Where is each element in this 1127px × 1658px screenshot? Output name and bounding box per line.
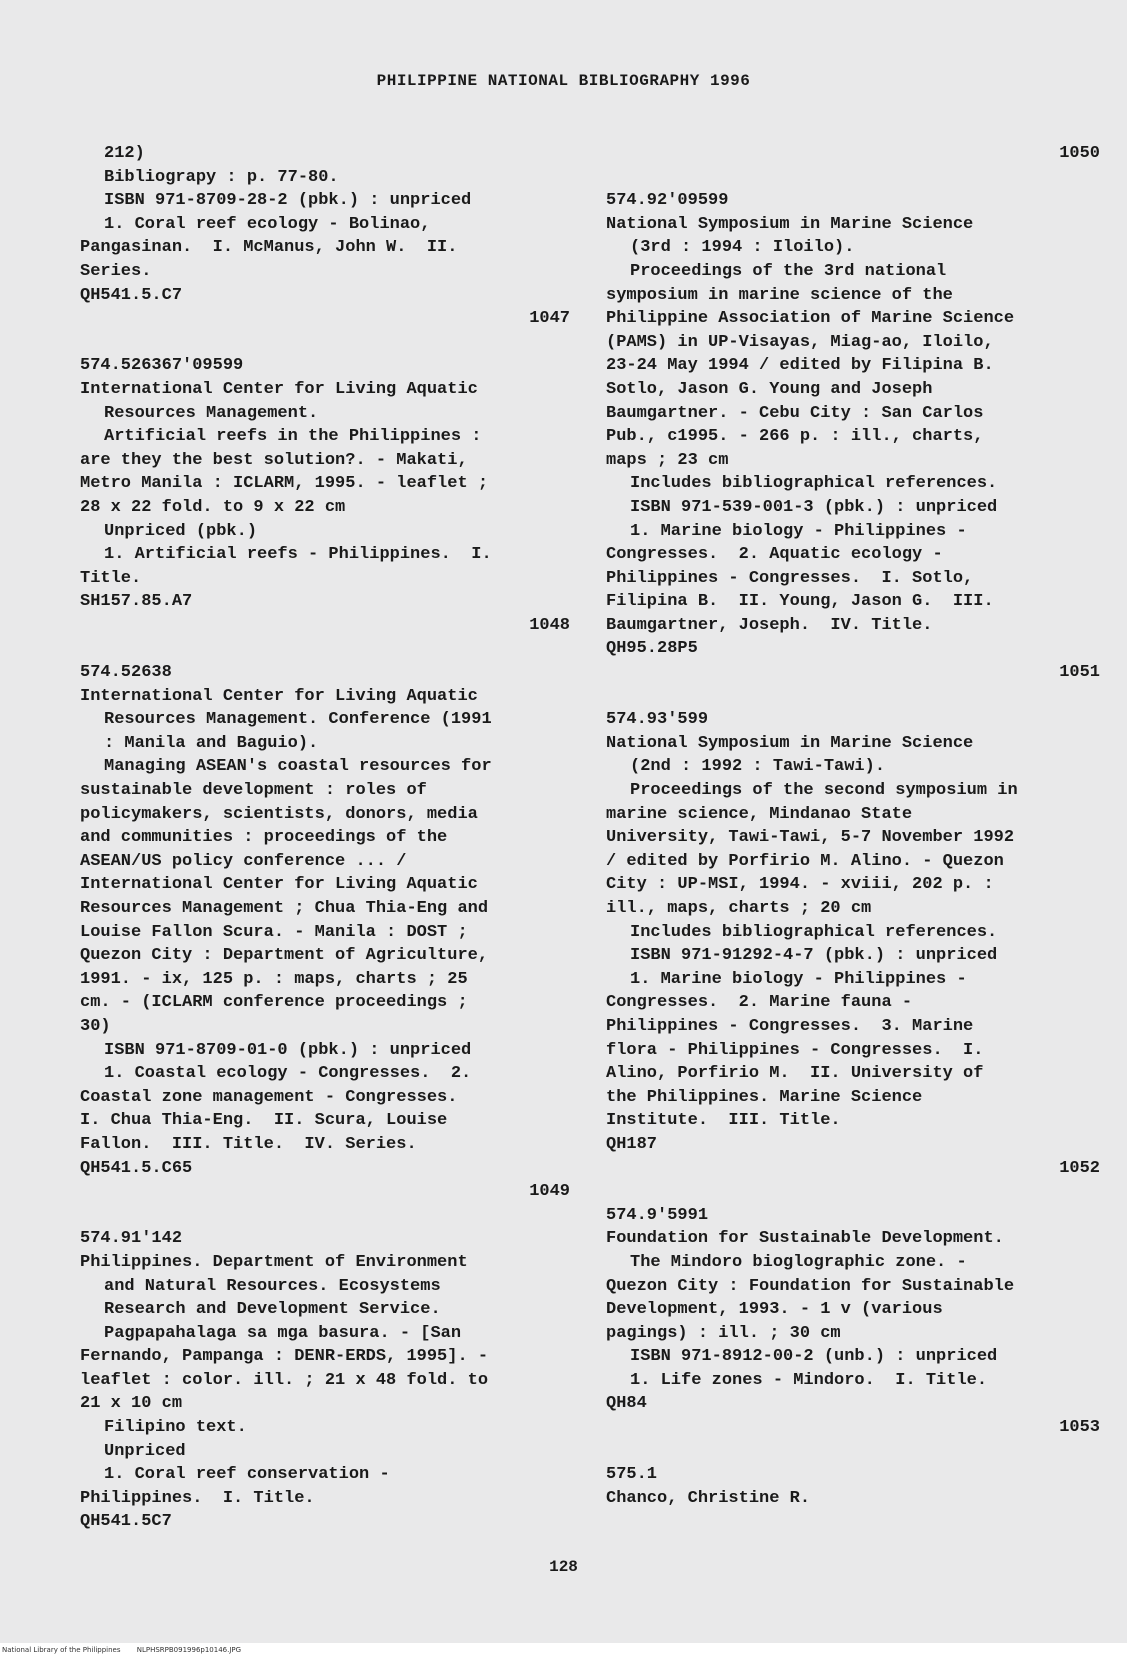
entry-line: International Center for Living Aquatic: [80, 686, 478, 706]
entry-line: Unpriced (pbk.): [104, 521, 258, 541]
entry-spacer: [606, 1440, 1100, 1464]
entry-line: maps ; 23 cm: [606, 450, 729, 470]
entry-line: and Natural Resources. Ecosystems: [104, 1276, 441, 1296]
entry-line: symposium in marine science of the: [606, 285, 953, 305]
entry-line: Resources Management. Conference (1991: [104, 710, 492, 730]
entry-line: City : UP-MSI, 1994. - xviii, 202 p. :: [606, 875, 994, 895]
entry-spacer: [606, 685, 1100, 709]
entry-line: (3rd : 1994 : Iloilo).: [630, 238, 855, 258]
entry-number: 1053: [1059, 1418, 1100, 1438]
entry-line: the Philippines. Marine Science: [606, 1087, 923, 1107]
entry-line: Coastal zone management - Congresses.: [80, 1087, 458, 1107]
entry-line: QH95.28P5: [606, 639, 698, 659]
entry-line: QH541.5C7: [80, 1512, 172, 1532]
entry-line: Resources Management ; Chua Thia-Eng and: [80, 899, 489, 918]
entry-line: Pagpapahalaga sa mga basura. - [San: [104, 1323, 462, 1343]
entry-line: SH157.85.A7: [80, 592, 193, 612]
entry-line: 28 x 22 fold. to 9 x 22 cm: [80, 497, 346, 517]
entry-line: marine science, Mindanao State: [606, 804, 913, 824]
entry-line: cm. - (ICLARM conference proceedings ;: [80, 993, 468, 1013]
right-column: [606, 142, 1100, 1510]
bib-entry: [80, 614, 570, 1180]
entry-line: Research and Development Service.: [104, 1300, 441, 1320]
entry-line: Filipino text.: [104, 1418, 247, 1438]
entry-line: Proceedings of the 3rd national: [630, 261, 947, 281]
entry-line: 1. Coral reef ecology - Bolinao,: [104, 214, 431, 234]
entry-spacer: [606, 1180, 1100, 1204]
entry-line: QH187: [606, 1134, 658, 1154]
entry-spacer: [80, 331, 570, 355]
entry-line: : Manila and Baguio).: [104, 733, 319, 753]
entry-line: 574.9'5991: [606, 1205, 709, 1225]
entry-line: Institute. III. Title.: [606, 1111, 841, 1131]
entry-line: sustainable development : roles of: [80, 781, 427, 801]
bib-entry: [606, 1416, 1100, 1510]
entry-line: Artificial reefs in the Philippines :: [104, 427, 482, 447]
entry-line: Philippines - Congresses. I. Sotlo,: [606, 568, 974, 588]
page-number: 128: [549, 1558, 578, 1576]
entry-line: 575.1: [606, 1465, 658, 1485]
entry-line: policymakers, scientists, donors, media: [80, 804, 478, 824]
entry-number: 1048: [529, 615, 570, 635]
entry-line: Baumgartner, Joseph. IV. Title.: [606, 615, 933, 635]
entry-line: QH84: [606, 1394, 647, 1414]
entry-line: Metro Manila : ICLARM, 1995. - leaflet ;: [80, 474, 489, 494]
entry-line: Alino, Porfirio M. II. University of: [606, 1064, 984, 1084]
entry-line: Congresses. 2. Aquatic ecology -: [606, 545, 943, 565]
entry-line: The Mindoro bioglographic zone. -: [630, 1252, 967, 1272]
entry-line: ISBN 971-539-001-3 (pbk.) : unpriced: [630, 497, 998, 517]
entry-line: / edited by Porfirio M. Alino. - Quezon: [606, 851, 1004, 871]
entry-line: 574.92'09599: [606, 191, 729, 211]
entry-line: QH541.5.C7: [80, 285, 183, 305]
entry-line: Chanco, Christine R.: [606, 1488, 811, 1508]
entry-line: Philippines - Congresses. 3. Marine: [606, 1016, 974, 1036]
entry-line: flora - Philippines - Congresses. I.: [606, 1040, 984, 1060]
entry-line: Louise Fallon Scura. - Manila : DOST ;: [80, 922, 468, 942]
entry-line: ISBN 971-8912-00-2 (unb.) : unpriced: [630, 1347, 998, 1367]
entry-line: 21 x 10 cm: [80, 1394, 183, 1414]
entry-line: Series.: [80, 261, 152, 281]
entry-line: (2nd : 1992 : Tawi-Tawi).: [630, 757, 886, 777]
footer-strip: [0, 1643, 1127, 1658]
entry-line: International Center for Living Aquatic: [80, 379, 478, 399]
entry-spacer: [80, 637, 570, 661]
entry-line: Resources Management.: [104, 403, 319, 423]
entry-line: 574.526367'09599: [80, 356, 244, 376]
entry-spacer: [606, 166, 1100, 190]
entry-line: are they the best solution?. - Makati,: [80, 450, 468, 470]
entry-line: ill., maps, charts ; 20 cm: [606, 899, 872, 918]
entry-line: Philippines. Department of Environment: [80, 1252, 468, 1272]
entry-line: 1991. - ix, 125 p. : maps, charts ; 25: [80, 969, 468, 989]
entry-line: 574.93'599: [606, 710, 709, 730]
entry-line: Quezon City : Foundation for Sustainable: [606, 1276, 1015, 1296]
entry-line: National Symposium in Marine Science: [606, 214, 974, 234]
entry-number: 1049: [529, 1182, 570, 1202]
entry-line: leaflet : color. ill. ; 21 x 48 fold. to: [80, 1370, 489, 1390]
entry-line: National Symposium in Marine Science: [606, 733, 974, 753]
entry-line: 23-24 May 1994 / edited by Filipina B.: [606, 356, 994, 376]
bib-entry: [606, 142, 1100, 661]
bib-entry: [80, 1180, 570, 1534]
entry-spacer: [80, 1204, 570, 1228]
entry-line: ASEAN/US policy conference ... /: [80, 851, 407, 871]
entry-line: Baumgartner. - Cebu City : San Carlos: [606, 403, 984, 423]
entry-line: Pub., c1995. - 266 p. : ill., charts,: [606, 427, 984, 447]
footer-file: NLPHSRPB091996p10146.JPG: [136, 1646, 242, 1654]
entry-line: 1. Life zones - Mindoro. I. Title.: [630, 1370, 988, 1390]
entry-line: 1. Artificial reefs - Philippines. I.: [104, 545, 492, 565]
entry-line: Philippine Association of Marine Science: [606, 309, 1015, 329]
entry-line: Unpriced: [104, 1441, 186, 1461]
entry-line: 1. Coral reef conservation -: [104, 1465, 390, 1485]
entry-line: International Center for Living Aquatic: [80, 875, 478, 895]
bib-entry: [80, 142, 570, 307]
entry-line: ISBN 971-8709-28-2 (pbk.) : unpriced: [104, 191, 472, 211]
bib-entry: [80, 307, 570, 614]
entry-line: 212): [104, 144, 145, 163]
entry-line: Quezon City : Department of Agriculture,: [80, 946, 489, 966]
entry-line: Title.: [80, 568, 142, 588]
entry-line: Includes bibliographical references.: [630, 922, 998, 942]
entry-line: 1. Marine biology - Philippines -: [630, 521, 967, 541]
entry-line: Managing ASEAN's coastal resources for: [104, 757, 492, 777]
entry-number: 1050: [1059, 144, 1100, 163]
footer-library: National Library of the Philippines: [2, 1646, 121, 1654]
page-title: PHILIPPINE NATIONAL BIBLIOGRAPHY 1996: [376, 72, 751, 90]
entry-line: QH541.5.C65: [80, 1158, 193, 1178]
entry-line: 574.91'142: [80, 1229, 183, 1249]
entry-line: Bibliograpy : p. 77-80.: [104, 167, 339, 187]
entry-line: ISBN 971-91292-4-7 (pbk.) : unpriced: [630, 946, 998, 966]
entry-line: (PAMS) in UP-Visayas, Miag-ao, Iloilo,: [606, 332, 994, 352]
entry-line: and communities : proceedings of the: [80, 828, 448, 848]
entry-line: Congresses. 2. Marine fauna -: [606, 993, 913, 1013]
entry-line: University, Tawi-Tawi, 5-7 November 1992: [606, 828, 1015, 848]
entry-line: pagings) : ill. ; 30 cm: [606, 1323, 841, 1343]
entry-line: Filipina B. II. Young, Jason G. III.: [606, 592, 994, 612]
entry-line: Proceedings of the second symposium in: [630, 781, 1018, 801]
entry-line: 1. Coastal ecology - Congresses. 2.: [104, 1064, 472, 1084]
entry-line: 30): [80, 1016, 111, 1036]
entry-line: Philippines. I. Title.: [80, 1488, 315, 1508]
entry-line: I. Chua Thia-Eng. II. Scura, Louise: [80, 1111, 448, 1131]
entry-line: Fernando, Pampanga : DENR-ERDS, 1995]. -: [80, 1347, 489, 1367]
entry-line: Sotlo, Jason G. Young and Joseph: [606, 379, 933, 399]
entry-line: 574.52638: [80, 663, 172, 683]
entry-line: Development, 1993. - 1 v (various: [606, 1300, 943, 1320]
entry-number: 1052: [1059, 1158, 1100, 1178]
bib-entry: [606, 1157, 1100, 1417]
entry-number: 1047: [529, 309, 570, 329]
entry-line: ISBN 971-8709-01-0 (pbk.) : unpriced: [104, 1040, 472, 1060]
left-column: [80, 142, 570, 1534]
entry-number: 1051: [1059, 663, 1100, 683]
entry-line: 1. Marine biology - Philippines -: [630, 969, 967, 989]
entry-line: Pangasinan. I. McManus, John W. II.: [80, 238, 458, 258]
entry-line: Foundation for Sustainable Development.: [606, 1229, 1004, 1249]
entry-line: Fallon. III. Title. IV. Series.: [80, 1134, 417, 1154]
bib-entry: [606, 661, 1100, 1156]
entry-line: Includes bibliographical references.: [630, 474, 998, 494]
